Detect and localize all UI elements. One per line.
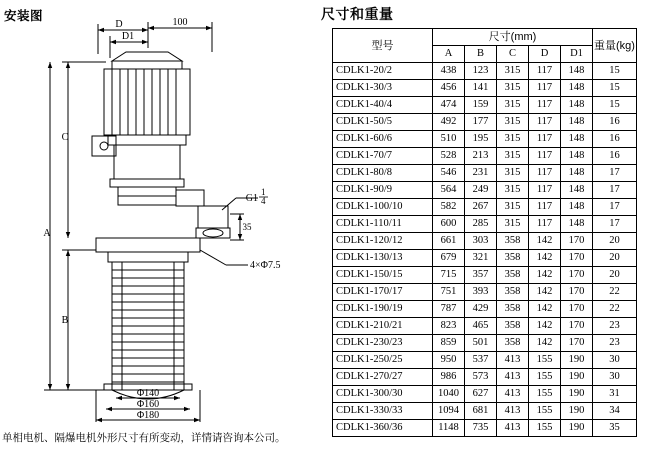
cell-dim-a: 823 — [433, 318, 465, 335]
cell-dim-d: 117 — [529, 97, 561, 114]
thread-frac-denominator: 4 — [261, 196, 266, 206]
cell-dim-a: 715 — [433, 267, 465, 284]
table-row — [333, 97, 637, 114]
cell-dim-a: 986 — [433, 369, 465, 386]
cell-dim-d1: 148 — [561, 114, 593, 131]
cell-dim-d1: 170 — [561, 250, 593, 267]
cell-model: CDLK1-300/30 — [333, 386, 433, 403]
cell-dim-d: 142 — [529, 267, 561, 284]
cell-weight: 30 — [593, 369, 637, 386]
cell-dim-b: 213 — [465, 148, 497, 165]
cell-model: CDLK1-50/5 — [333, 114, 433, 131]
cell-weight: 30 — [593, 352, 637, 369]
cell-dim-b: 735 — [465, 420, 497, 437]
cell-dim-c: 358 — [497, 250, 529, 267]
cell-dim-d1: 170 — [561, 335, 593, 352]
table-row — [333, 80, 637, 97]
table-row — [333, 352, 637, 369]
dim-label-c: C — [61, 132, 69, 143]
cell-dim-c: 413 — [497, 420, 529, 437]
table-row — [333, 63, 637, 80]
cell-dim-d1: 190 — [561, 420, 593, 437]
cell-model: CDLK1-90/9 — [333, 182, 433, 199]
table-row — [333, 131, 637, 148]
cell-dim-d1: 148 — [561, 80, 593, 97]
cell-dim-b: 267 — [465, 199, 497, 216]
table-row — [333, 165, 637, 182]
cell-dim-d: 117 — [529, 165, 561, 182]
cell-dim-c: 413 — [497, 386, 529, 403]
cell-dim-d: 117 — [529, 131, 561, 148]
cell-weight: 15 — [593, 80, 637, 97]
cell-dim-c: 358 — [497, 301, 529, 318]
cell-dim-d: 117 — [529, 148, 561, 165]
cell-model: CDLK1-110/11 — [333, 216, 433, 233]
cell-dim-d: 117 — [529, 199, 561, 216]
dim-label-100: 100 — [172, 18, 188, 28]
cell-model: CDLK1-30/3 — [333, 80, 433, 97]
cell-dim-d1: 170 — [561, 318, 593, 335]
cell-dim-b: 123 — [465, 63, 497, 80]
cell-dim-c: 315 — [497, 148, 529, 165]
cell-dim-b: 321 — [465, 250, 497, 267]
cell-dim-d: 117 — [529, 63, 561, 80]
cell-dim-d: 117 — [529, 114, 561, 131]
cell-dim-c: 315 — [497, 131, 529, 148]
table-row — [333, 216, 637, 233]
cell-dim-a: 492 — [433, 114, 465, 131]
thread-label-g: G1 — [245, 193, 258, 204]
header-weight: 重量(kg) — [593, 29, 637, 63]
cell-model: CDLK1-130/13 — [333, 250, 433, 267]
cell-weight: 20 — [593, 250, 637, 267]
cell-dim-a: 661 — [433, 233, 465, 250]
cell-dim-a: 1040 — [433, 386, 465, 403]
cell-dim-d: 155 — [529, 369, 561, 386]
cell-weight: 31 — [593, 386, 637, 403]
cell-dim-d1: 148 — [561, 148, 593, 165]
cell-dim-d: 117 — [529, 216, 561, 233]
cell-weight: 17 — [593, 199, 637, 216]
cell-dim-b: 393 — [465, 284, 497, 301]
cell-dim-d: 117 — [529, 182, 561, 199]
cell-dim-a: 564 — [433, 182, 465, 199]
cell-weight: 20 — [593, 267, 637, 284]
cell-dim-b: 141 — [465, 80, 497, 97]
header-dim-a: A — [433, 46, 465, 63]
cell-dim-b: 429 — [465, 301, 497, 318]
cell-dim-b: 159 — [465, 97, 497, 114]
cell-dim-d1: 170 — [561, 233, 593, 250]
cell-weight: 16 — [593, 131, 637, 148]
cell-dim-b: 357 — [465, 267, 497, 284]
cell-weight: 17 — [593, 182, 637, 199]
holes-label: 4×Φ7.5 — [250, 260, 281, 271]
table-row — [333, 420, 637, 437]
cell-dim-b: 501 — [465, 335, 497, 352]
cell-dim-d1: 170 — [561, 284, 593, 301]
cell-dim-c: 358 — [497, 335, 529, 352]
cell-model: CDLK1-250/25 — [333, 352, 433, 369]
dim-label-phi180: Φ180 — [136, 410, 160, 421]
table-row — [333, 284, 637, 301]
cell-dim-d: 142 — [529, 284, 561, 301]
cell-dim-d1: 190 — [561, 403, 593, 420]
dim-label-35: 35 — [242, 222, 252, 232]
cell-dim-c: 413 — [497, 403, 529, 420]
cell-weight: 20 — [593, 233, 637, 250]
table-row — [333, 199, 637, 216]
cell-model: CDLK1-360/36 — [333, 420, 433, 437]
cell-weight: 15 — [593, 97, 637, 114]
installation-drawing-title: 安装图 — [4, 9, 44, 23]
table-header-row-1 — [333, 29, 637, 46]
cell-dim-c: 315 — [497, 165, 529, 182]
cell-dim-c: 358 — [497, 267, 529, 284]
cell-dim-d: 155 — [529, 403, 561, 420]
table-row — [333, 318, 637, 335]
pump-installation-drawing — [0, 18, 318, 423]
cell-dim-a: 600 — [433, 216, 465, 233]
dimension-weight-table — [332, 28, 637, 437]
cell-dim-c: 315 — [497, 199, 529, 216]
table-row — [333, 114, 637, 131]
cell-dim-c: 315 — [497, 97, 529, 114]
cell-dim-a: 787 — [433, 301, 465, 318]
cell-dim-b: 231 — [465, 165, 497, 182]
cell-weight: 17 — [593, 165, 637, 182]
cell-dim-b: 465 — [465, 318, 497, 335]
cell-dim-d1: 190 — [561, 369, 593, 386]
table-row — [333, 335, 637, 352]
cell-weight: 15 — [593, 63, 637, 80]
cell-dim-d1: 148 — [561, 199, 593, 216]
cell-dim-d: 155 — [529, 352, 561, 369]
cell-dim-a: 438 — [433, 63, 465, 80]
cell-weight: 17 — [593, 216, 637, 233]
header-dim-c: C — [497, 46, 529, 63]
cell-model: CDLK1-20/2 — [333, 63, 433, 80]
cell-dim-c: 413 — [497, 352, 529, 369]
cell-dim-d1: 170 — [561, 301, 593, 318]
cell-weight: 16 — [593, 114, 637, 131]
cell-dim-c: 315 — [497, 63, 529, 80]
cell-dim-b: 249 — [465, 182, 497, 199]
table-row — [333, 301, 637, 318]
cell-weight: 34 — [593, 403, 637, 420]
cell-dim-d1: 190 — [561, 352, 593, 369]
cell-dim-d: 142 — [529, 318, 561, 335]
cell-dim-a: 950 — [433, 352, 465, 369]
header-dims-group: 尺寸(mm) — [433, 29, 593, 46]
table-row — [333, 369, 637, 386]
cell-weight: 35 — [593, 420, 637, 437]
cell-dim-d1: 148 — [561, 97, 593, 114]
cell-dim-b: 681 — [465, 403, 497, 420]
table-row — [333, 182, 637, 199]
dim-label-phi140: Φ140 — [136, 388, 160, 399]
cell-dim-d: 142 — [529, 250, 561, 267]
cell-dim-a: 751 — [433, 284, 465, 301]
cell-dim-d1: 170 — [561, 267, 593, 284]
installation-drawing-panel — [0, 0, 318, 449]
cell-dim-d1: 148 — [561, 216, 593, 233]
cell-model: CDLK1-190/19 — [333, 301, 433, 318]
dim-label-d1: D1 — [121, 31, 135, 42]
cell-dim-b: 627 — [465, 386, 497, 403]
cell-model: CDLK1-170/17 — [333, 284, 433, 301]
cell-model: CDLK1-100/10 — [333, 199, 433, 216]
cell-dim-d: 142 — [529, 335, 561, 352]
cell-dim-d1: 148 — [561, 165, 593, 182]
cell-dim-a: 546 — [433, 165, 465, 182]
cell-model: CDLK1-210/21 — [333, 318, 433, 335]
table-row — [333, 386, 637, 403]
dim-label-d: D — [115, 19, 123, 30]
cell-dim-b: 573 — [465, 369, 497, 386]
cell-weight: 22 — [593, 301, 637, 318]
table-row — [333, 250, 637, 267]
cell-model: CDLK1-40/4 — [333, 97, 433, 114]
cell-dim-a: 528 — [433, 148, 465, 165]
thread-frac-numerator: 1 — [261, 187, 266, 197]
table-title: 尺寸和重量 — [321, 6, 394, 22]
cell-dim-c: 358 — [497, 318, 529, 335]
cell-dim-c: 315 — [497, 114, 529, 131]
cell-dim-a: 582 — [433, 199, 465, 216]
dimension-weight-panel — [318, 0, 651, 449]
dim-label-b: B — [61, 315, 69, 326]
header-model: 型号 — [333, 29, 433, 63]
cell-weight: 23 — [593, 318, 637, 335]
cell-model: CDLK1-230/23 — [333, 335, 433, 352]
cell-dim-d1: 148 — [561, 63, 593, 80]
cell-dim-c: 315 — [497, 182, 529, 199]
header-dim-b: B — [465, 46, 497, 63]
cell-dim-b: 537 — [465, 352, 497, 369]
cell-dim-d1: 148 — [561, 131, 593, 148]
cell-dim-a: 456 — [433, 80, 465, 97]
cell-model: CDLK1-270/27 — [333, 369, 433, 386]
table-row — [333, 403, 637, 420]
cell-dim-c: 315 — [497, 216, 529, 233]
cell-dim-c: 413 — [497, 369, 529, 386]
cell-dim-d1: 148 — [561, 182, 593, 199]
cell-dim-d: 117 — [529, 80, 561, 97]
table-row — [333, 267, 637, 284]
cell-dim-d: 155 — [529, 420, 561, 437]
cell-dim-c: 315 — [497, 80, 529, 97]
cell-dim-d: 155 — [529, 386, 561, 403]
dim-label-phi160: Φ160 — [136, 399, 160, 410]
cell-model: CDLK1-150/15 — [333, 267, 433, 284]
cell-dim-a: 679 — [433, 250, 465, 267]
dim-label-a: A — [43, 228, 51, 239]
cell-model: CDLK1-80/8 — [333, 165, 433, 182]
cell-dim-b: 177 — [465, 114, 497, 131]
cell-model: CDLK1-330/33 — [333, 403, 433, 420]
cell-model: CDLK1-70/7 — [333, 148, 433, 165]
cell-weight: 16 — [593, 148, 637, 165]
cell-dim-c: 358 — [497, 284, 529, 301]
table-row — [333, 233, 637, 250]
cell-dim-a: 510 — [433, 131, 465, 148]
cell-weight: 22 — [593, 284, 637, 301]
cell-model: CDLK1-120/12 — [333, 233, 433, 250]
header-dim-d: D — [529, 46, 561, 63]
cell-dim-d: 142 — [529, 301, 561, 318]
drawing-footnote: 单相电机、隔爆电机外形尺寸有所变动，详情请咨询本公司。 — [2, 432, 286, 444]
cell-dim-b: 195 — [465, 131, 497, 148]
header-dim-d1: D1 — [561, 46, 593, 63]
cell-dim-a: 1148 — [433, 420, 465, 437]
cell-dim-a: 1094 — [433, 403, 465, 420]
cell-dim-a: 474 — [433, 97, 465, 114]
table-row — [333, 148, 637, 165]
cell-dim-a: 859 — [433, 335, 465, 352]
cell-dim-c: 358 — [497, 233, 529, 250]
cell-dim-b: 303 — [465, 233, 497, 250]
cell-dim-b: 285 — [465, 216, 497, 233]
cell-dim-d1: 190 — [561, 386, 593, 403]
cell-model: CDLK1-60/6 — [333, 131, 433, 148]
cell-weight: 23 — [593, 335, 637, 352]
cell-dim-d: 142 — [529, 233, 561, 250]
